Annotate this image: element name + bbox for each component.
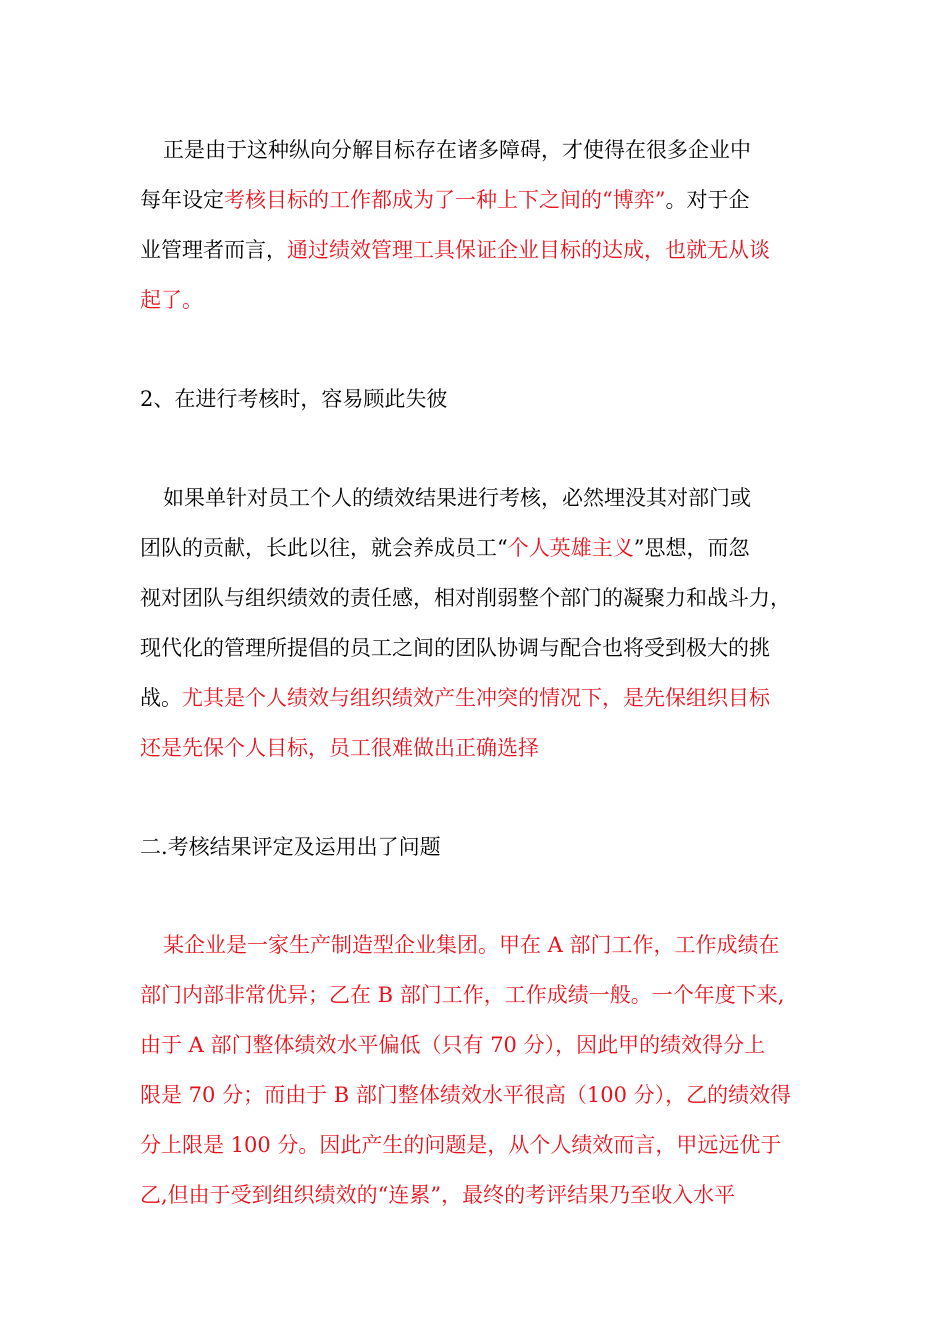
paragraph-3-line-6: 乙,但由于受到组织绩效的“连累”，最终的考评结果乃至收入水平 xyxy=(140,1183,736,1207)
paragraph-2-line-4: 现代化的管理所提倡的员工之间的团队协调与配合也将受到极大的挑 xyxy=(140,636,770,660)
text-segment: 每年设定 xyxy=(140,188,224,212)
text-segment: 团队的贡献，长此以往，就会养成员工“ xyxy=(140,536,508,560)
paragraph-1-line-2 xyxy=(140,185,749,215)
text-segment: 。对于企 xyxy=(665,188,750,212)
paragraph-1-line-1: 正是由于这种纵向分解目标存在诸多障碍，才使得在很多企业中 xyxy=(163,138,751,162)
paragraph-1-line-3 xyxy=(140,235,770,265)
paragraph-2-line-6: 还是先保个人目标，员工很难做出正确选择 xyxy=(140,736,539,760)
paragraph-2-line-2 xyxy=(140,533,749,563)
section-heading: 二.考核结果评定及运用出了问题 xyxy=(140,835,441,859)
highlighted-text: 个人英雄主义 xyxy=(507,536,634,560)
text-segment: 战。 xyxy=(140,686,182,710)
highlighted-text: 尤其是个人绩效与组织绩效产生冲突的情况下，是先保组织目标 xyxy=(182,686,770,710)
highlighted-text: 考核目标的工作都成为了一种上下之间的“博弈” xyxy=(224,188,666,212)
paragraph-2-line-3: 视对团队与组织绩效的责任感，相对削弱整个部门的凝聚力和战斗力， xyxy=(140,586,791,610)
paragraph-3-line-3: 由于 A 部门整体绩效水平偏低（只有 70 分），因此甲的绩效得分上 xyxy=(140,1033,766,1057)
paragraph-1-line-4: 起了。 xyxy=(140,288,203,312)
paragraph-2-line-1: 如果单针对员工个人的绩效结果进行考核，必然埋没其对部门或 xyxy=(163,486,751,510)
text-segment: ”思想，而忽 xyxy=(633,536,750,560)
paragraph-3-line-2: 部门内部非常优异；乙在 B 部门工作，工作成绩一般。一个年度下来, xyxy=(140,983,785,1007)
text-segment: 业管理者而言， xyxy=(140,238,287,262)
subheading-2: 2、在进行考核时，容易顾此失彼 xyxy=(140,387,448,411)
highlighted-text: 通过绩效管理工具保证企业目标的达成，也就无从谈 xyxy=(287,238,770,262)
paragraph-3-line-5: 分上限是 100 分。因此产生的问题是，从个人绩效而言，甲远远优于 xyxy=(140,1133,782,1157)
paragraph-2-line-5 xyxy=(140,683,770,713)
paragraph-3-line-1: 某企业是一家生产制造型企业集团。甲在 A 部门工作，工作成绩在 xyxy=(163,933,780,957)
paragraph-3-line-4: 限是 70 分；而由于 B 部门整体绩效水平很高（100 分），乙的绩效得 xyxy=(140,1083,792,1107)
